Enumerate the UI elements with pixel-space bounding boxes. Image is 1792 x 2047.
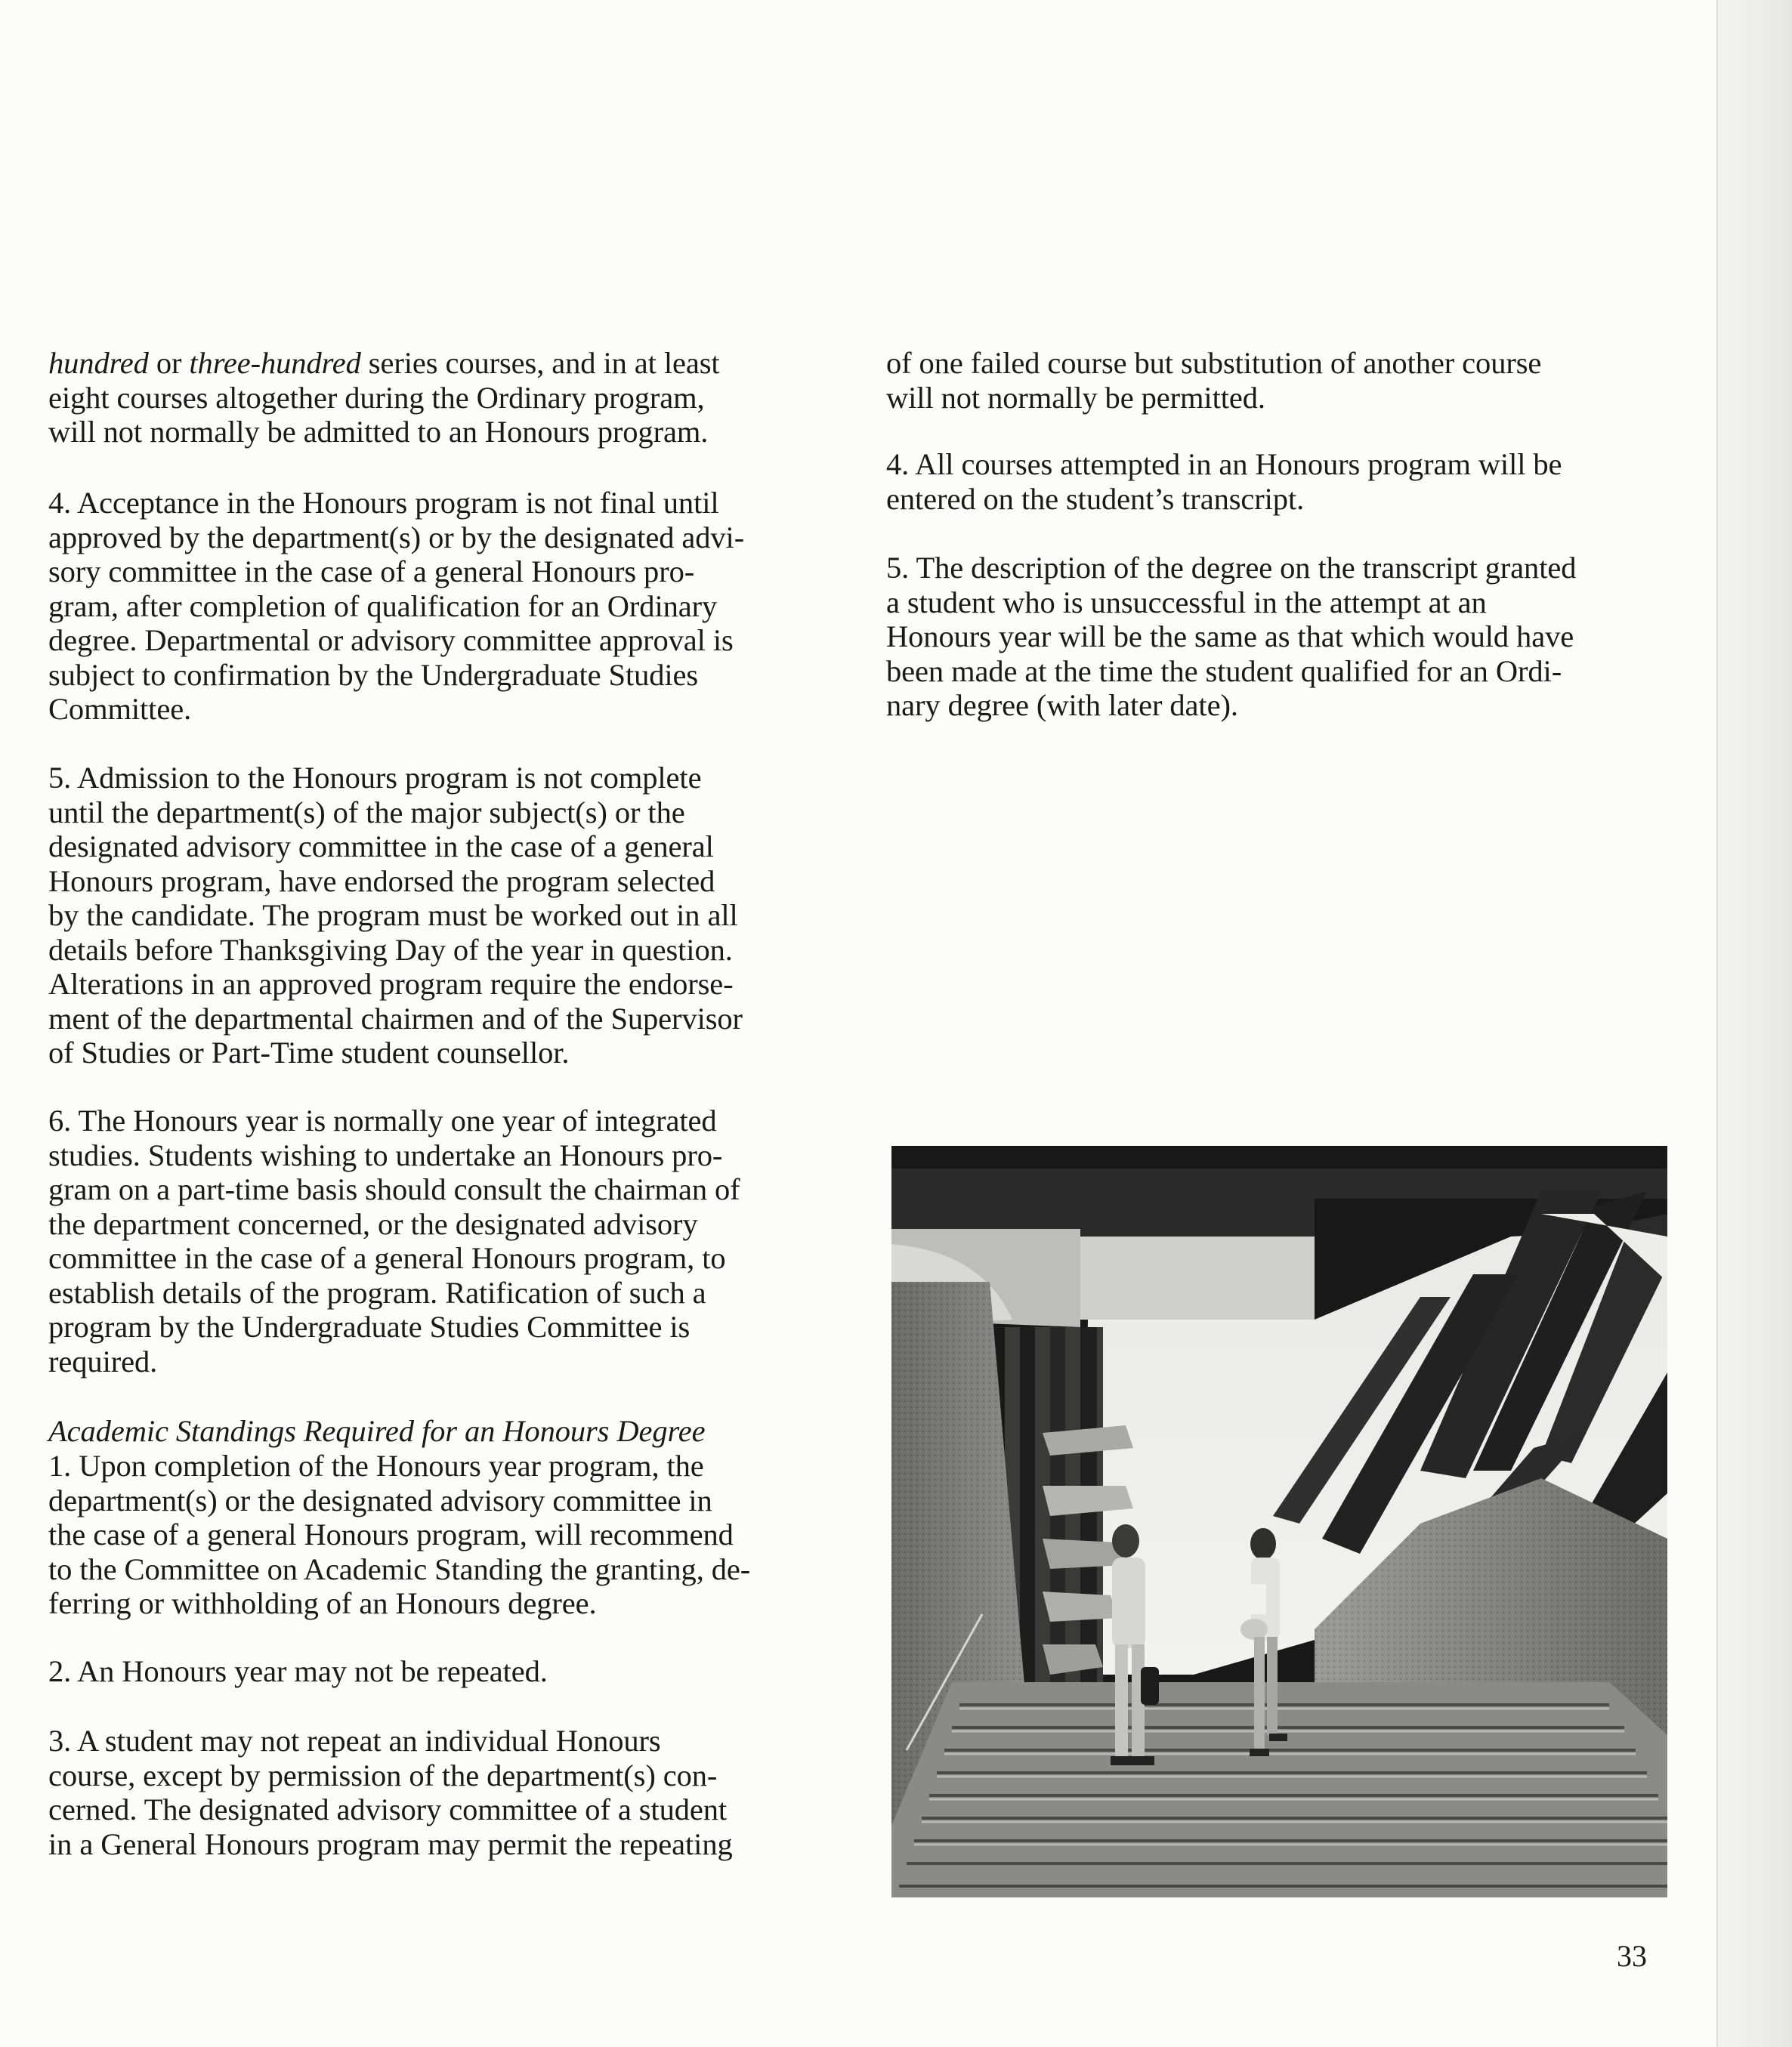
photograph-stairway-two-people (891, 1146, 1667, 1897)
paragraph-not-repeated: 2. An Honours year may not be repeated. (48, 1654, 548, 1688)
text-admission-rest: series courses, and in at least eight courses altogether during the Ordinary program, will not normally be admitted to an Honours program. (48, 346, 720, 449)
page-edge (1716, 0, 1792, 2047)
paragraph-failed-course: of one failed course but substitution of another course will not normally be permitted. (886, 346, 1542, 415)
page-number: 33 (1617, 1939, 1647, 1973)
section-heading-academic-standings (48, 1414, 705, 1449)
text-or: or (148, 346, 190, 380)
photo-illustration (891, 1146, 1667, 1897)
paragraph-admission-criteria (48, 346, 720, 449)
paragraph-upon-completion: 1. Upon completion of the Honours year program, the department(s) or the designated advisory committee in the case of a general Honours program, will recommend to the Committee on Academic Standing the granting, de- ferring or withholding of an Honours degree. (48, 1449, 751, 1620)
paragraph-transcript: 4. All courses attempted in an Honours program will be entered on the student’s transcript. (886, 447, 1562, 516)
paragraph-degree-description: 5. The description of the degree on the transcript granted a student who is unsuccessful in the attempt at an Honours year will be the same as that which would have been made at the time the student qualified for an Ordi- nary degree (with later date). (886, 551, 1577, 722)
emphasis-hundred: hundred (48, 346, 149, 380)
section-heading-text: Academic Standings Required for an Honours Degree (48, 1414, 706, 1448)
paragraph-repeat-course: 3. A student may not repeat an individual Honours course, except by permission of the department(s) con- cerned. The designated advisory committee of a student in a General Honours program may permit the repeating (48, 1724, 733, 1861)
emphasis-three-hundred: three-hundred (189, 346, 361, 380)
paragraph-admission-complete: 5. Admission to the Honours program is not complete until the department(s) of the major subject(s) or the designated advisory committee in the case of a general Honours program, have endorsed the program selected by the candidate. The program must be worked out in all details before Thanksgiving Day of the year in question. Alterations in an approved program require the endorse- ment of the departmental chairmen and of the Supervisor of Studies or Part-Time student counsellor. (48, 761, 743, 1070)
paragraph-honours-year: 6. The Honours year is normally one year of integrated studies. Students wishing to undertake an Honours pro- gram on a part-time basis should consult the chairman of the department concerned, or the designated advisory committee in the case of a general Honours program, to establish details of the program. Ratification of such a program by the Undergraduate Studies Committee is required. (48, 1104, 740, 1379)
paragraph-acceptance: 4. Acceptance in the Honours program is not final until approved by the department(s) or by the designated advi- sory committee in the case of a general Honours pro- gram, after completion of qualification for an Ordinary degree. Departmental or advisory committee approval is subject to confirmation by the Undergraduate Studies Committee. (48, 486, 745, 726)
